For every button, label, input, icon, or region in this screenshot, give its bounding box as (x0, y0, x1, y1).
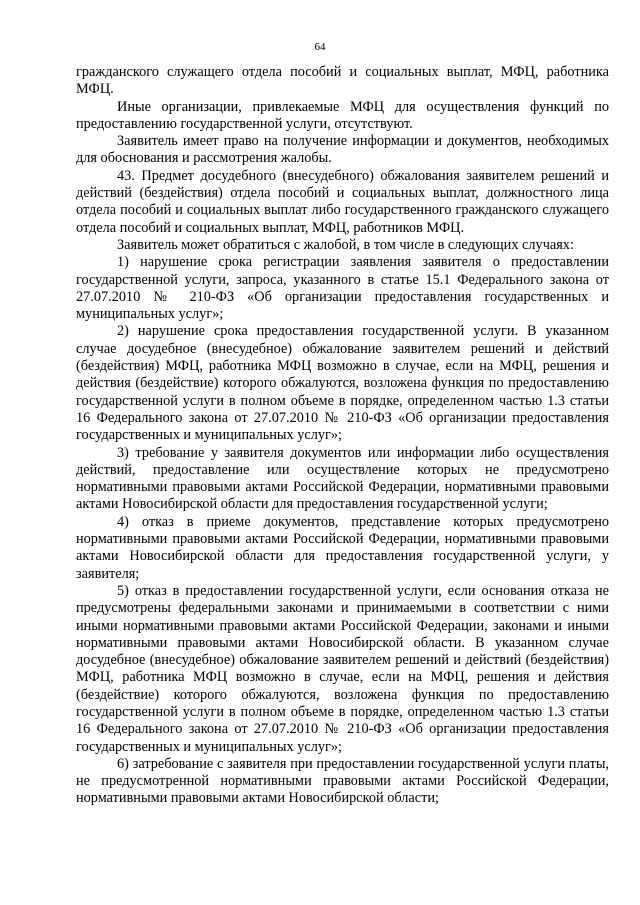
list-item-5: 5) отказ в предоставлении государственной услуги, если основания отказа не предусмотрены федеральными законами и принимаемыми в соответствии с ними иными нормативными правовыми актами Российской Федерации, законами и иными нормативными правовыми актами Новосибирской области. В указанном случае досудебное (внесудебное) обжалование заявителем решений и действий (бездействия) МФЦ, работника МФЦ возможно в случае, если на МФЦ, решения и действия (бездействие) которого обжалуются, возложена функция по предоставлению государственной услуги в полном объеме в порядке, определенном частью 1.3 статьи 16 Федерального закона от 27.07.2010 № 210-ФЗ «Об организации предоставления государственных и муниципальных услуг»; (76, 582, 609, 755)
document-body (76, 64, 609, 808)
paragraph-cases-intro: Заявитель может обратиться с жалобой, в том числе в следующих случаях: (117, 236, 574, 253)
list-item-3: 3) требование у заявителя документов или информации либо осуществления действий, предоставление или осуществление которых не предусмотрено нормативными правовыми актами Российской Федерации, нормативными правовыми актами Новосибирской области для предоставления государственной услуги; (76, 444, 609, 513)
paragraph-other-organizations: Иные организации, привлекаемые МФЦ для осуществления функций по предоставлению государственной услуги, отсутствуют. (76, 98, 609, 132)
paragraph-applicant-right: Заявитель имеет право на получение информации и документов, необходимых для обоснования и рассмотрения жалобы. (76, 133, 609, 167)
paragraph-item-43: 43. Предмет досудебного (внесудебного) обжалования заявителем решений и действий (бездействия) отдела пособий и социальных выплат, должностного лица отдела пособий и социальных выплат либо государственного гражданского служащего отдела пособий и социальных выплат, МФЦ, работников МФЦ. (76, 167, 609, 236)
page-number: 64 (314, 41, 326, 53)
paragraph-continuation: гражданского служащего отдела пособий и социальных выплат, МФЦ, работника МФЦ. (76, 64, 609, 98)
list-item-1: 1) нарушение срока регистрации заявления заявителя о предоставлении государственной услуги, запроса, указанного в статье 15.1 Федерального закона от 27.07.2010 № 210-ФЗ «Об организации предоставления государственных и муниципальных услуг»; (76, 254, 609, 323)
list-item-4: 4) отказ в приеме документов, представление которых предусмотрено нормативными правовыми актами Российской Федерации, нормативными правовыми актами Новосибирской области для предоставления государственной услуги, у заявителя; (76, 513, 609, 582)
list-item-2: 2) нарушение срока предоставления государственной услуги. В указанном случае досудебное (внесудебное) обжалование заявителем решений и действий (бездействия) МФЦ, работника МФЦ возможно в случае, если на МФЦ, решения и действия (бездействие) которого обжалуются, возложена функция по предоставлению государственной услуги в полном объеме в порядке, определенном частью 1.3 статьи 16 Федерального закона от 27.07.2010 № 210-ФЗ «Об организации предоставления государственных и муниципальных услуг»; (76, 323, 609, 444)
list-item-6: 6) затребование с заявителя при предоставлении государственной услуги платы, не предусмотренной нормативными правовыми актами Российской Федерации, нормативными правовыми актами Новосибирской области; (76, 755, 609, 807)
